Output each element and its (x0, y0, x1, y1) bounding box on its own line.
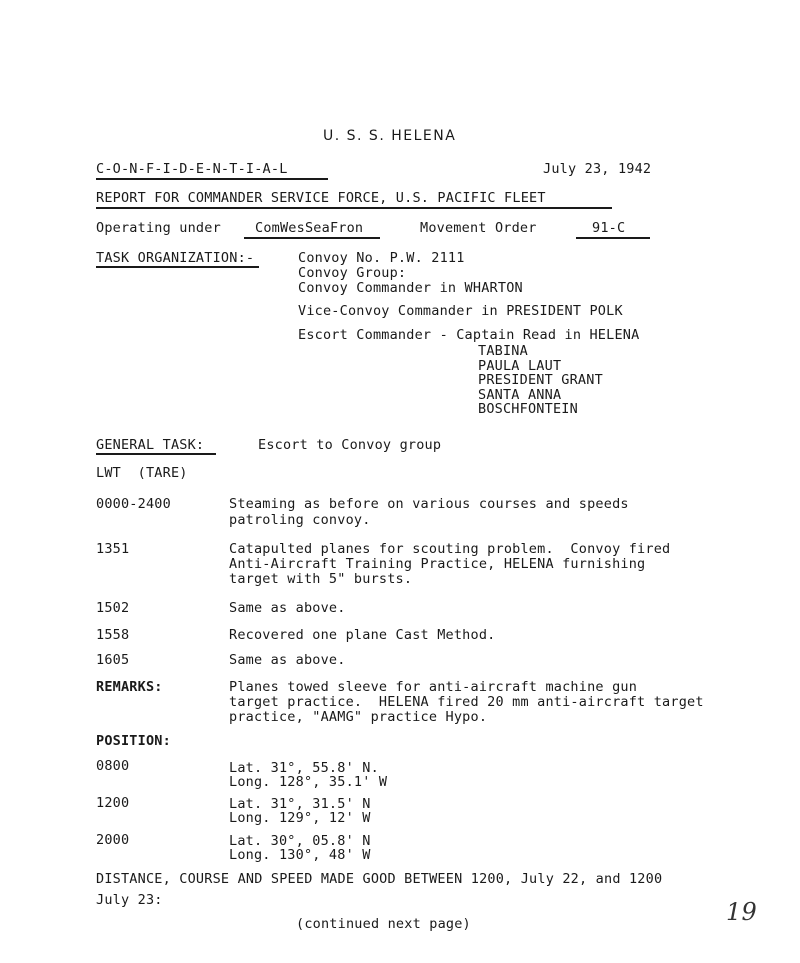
log-text: Steaming as before on various courses and speeds (229, 496, 629, 512)
ship-list-item: SANTA ANNA (478, 387, 562, 403)
ship-list-item: PAULA LAUT (478, 358, 562, 374)
position-time: 0800 (96, 758, 130, 774)
log-text: Recovered one plane Cast Method. (229, 627, 496, 643)
log-text: Same as above. (229, 600, 346, 616)
operating-label: Operating under (96, 220, 221, 236)
log-time: 1558 (96, 627, 130, 643)
position-long: Long. 130°, 48' W (229, 847, 371, 863)
log-text: Same as above. (229, 652, 346, 668)
handwritten-page-number: 19 (726, 898, 757, 926)
log-time: 1502 (96, 600, 130, 616)
task-organization-underline (96, 266, 259, 268)
log-text: patroling convoy. (229, 512, 371, 528)
ship-name: U. S. S. HELENA (323, 128, 457, 144)
remarks-text: target practice. HELENA fired 20 mm anti-aircraft target (229, 694, 704, 710)
report-title: REPORT FOR COMMANDER SERVICE FORCE, U.S. PACIFIC FLEET (96, 190, 546, 206)
remarks-text: Planes towed sleeve for anti-aircraft machine gun (229, 679, 638, 695)
remarks-label: REMARKS: (96, 679, 163, 695)
classification-underline (96, 178, 328, 180)
convoy-commander: Convoy Commander in WHARTON (298, 280, 523, 296)
position-lat: Lat. 30°, 05.8' N (229, 833, 371, 849)
report-title-underline (96, 207, 612, 209)
convoy-group: Convoy Group: (298, 265, 407, 281)
convoy-number: Convoy No. P.W. 2111 (298, 250, 465, 266)
ship-list-item: TABINA (478, 343, 528, 359)
classification: C-O-N-F-I-D-E-N-T-I-A-L (96, 161, 288, 177)
position-lat: Lat. 31°, 31.5' N (229, 796, 371, 812)
distance-line: DISTANCE, COURSE AND SPEED MADE GOOD BETWEEN 1200, July 22, and 1200 (96, 871, 663, 887)
log-time: 0000-2400 (96, 496, 171, 512)
movement-label: Movement Order (420, 220, 537, 236)
general-task-value: Escort to Convoy group (258, 437, 442, 453)
movement-value: 91-C (592, 220, 626, 236)
ship-list-item: PRESIDENT GRANT (478, 372, 603, 388)
operating-value: ComWesSeaFron (255, 220, 364, 236)
escort-commander: Escort Commander - Captain Read in HELENA (298, 327, 640, 343)
position-long: Long. 129°, 12' W (229, 810, 371, 826)
continued-note: (continued next page) (296, 916, 471, 932)
log-text: Catapulted planes for scouting problem. Convoy fired (229, 541, 671, 557)
position-long: Long. 128°, 35.1' W (229, 774, 388, 790)
position-time: 2000 (96, 832, 130, 848)
position-time: 1200 (96, 795, 130, 811)
ship-list-item: BOSCHFONTEIN (478, 401, 578, 417)
movement-underline (576, 237, 650, 239)
log-text: target with 5" bursts. (229, 571, 413, 587)
distance-line: July 23: (96, 892, 163, 908)
log-time: 1351 (96, 541, 130, 557)
general-task-underline (96, 453, 216, 455)
position-label: POSITION: (96, 733, 171, 749)
report-date: July 23, 1942 (543, 161, 652, 177)
operating-underline (244, 237, 380, 239)
log-text: Anti-Aircraft Training Practice, HELENA furnishing (229, 556, 646, 572)
vice-convoy-commander: Vice-Convoy Commander in PRESIDENT POLK (298, 303, 623, 319)
general-task-label: GENERAL TASK: (96, 437, 205, 453)
position-lat: Lat. 31°, 55.8' N. (229, 760, 379, 776)
log-header: LWT (TARE) (96, 465, 188, 481)
remarks-text: practice, "AAMG" practice Hypo. (229, 709, 488, 725)
log-time: 1605 (96, 652, 130, 668)
task-organization-label: TASK ORGANIZATION:- (96, 250, 255, 266)
